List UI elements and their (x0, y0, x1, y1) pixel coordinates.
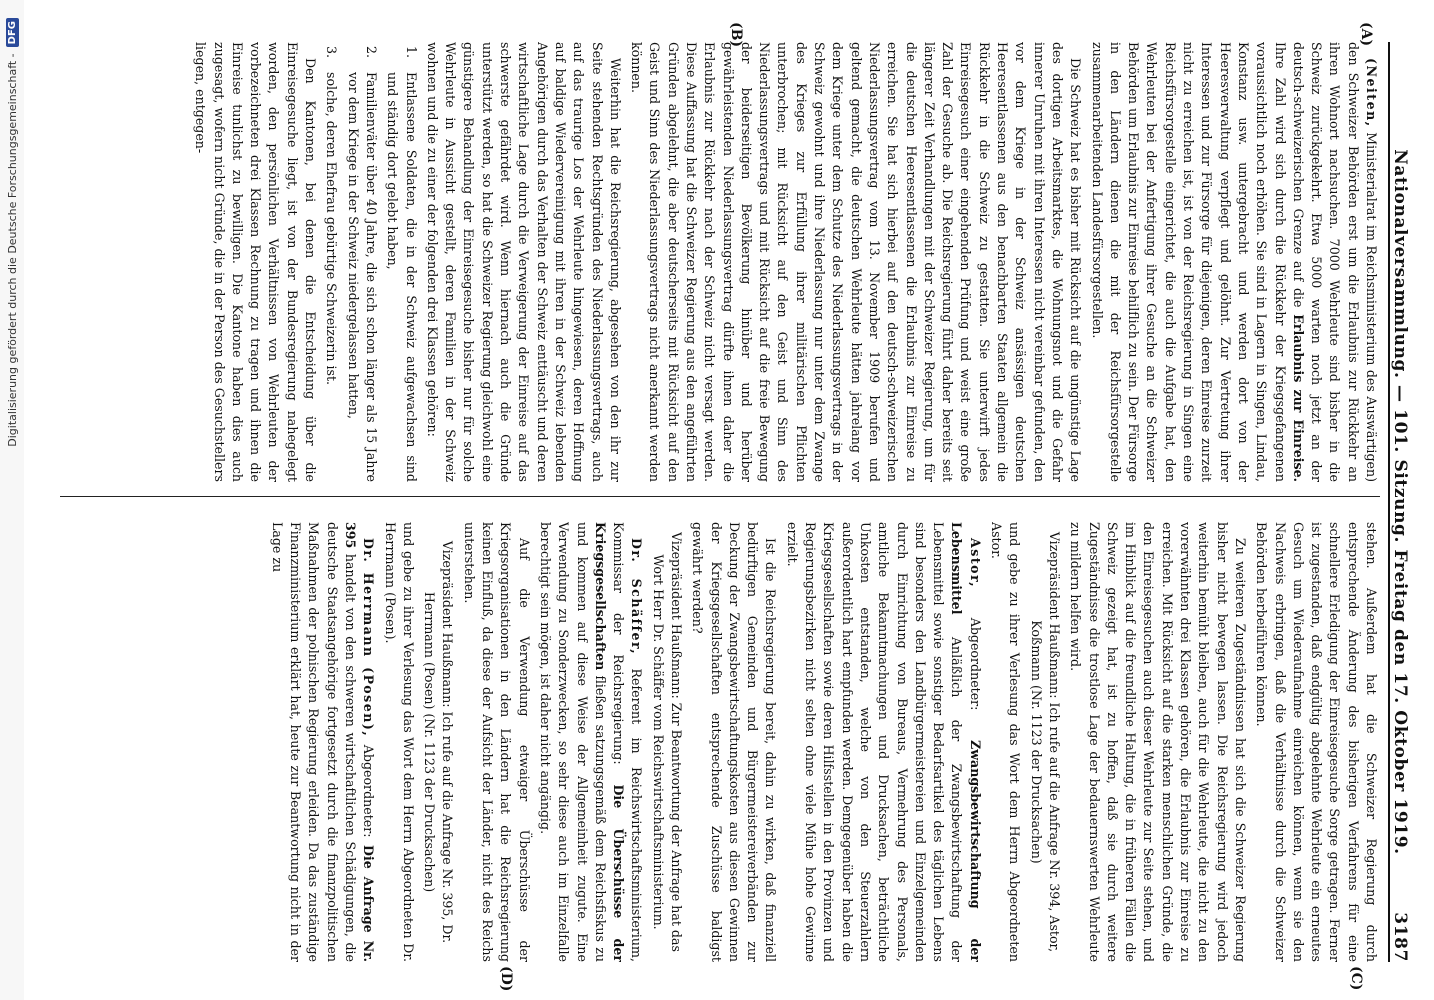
paragraph-text: fließen satzungsgemäß dem Reichsfiskus zu und kommen auf diese Weise der Allgemeinheit zugute. Eine Verwendung zu Sonderzwecken, so sehr diese auch im Einzelfalle berechtigt sein mögen, ist daher nicht angängig. (537, 522, 608, 962)
paragraph (783, 522, 984, 962)
emphasis-text: Die Anfrage Nr. 395 (342, 522, 377, 962)
left-column (50, 42, 1380, 482)
list-number: 3. (324, 46, 340, 59)
speaker-role: Abgeordneter: (967, 617, 983, 711)
document-page (34, 0, 1434, 1000)
speaker-name: (Neiten, (1364, 58, 1379, 128)
paragraph-text: Anläßlich der Zwangsbewirtschaftung der Lebensmittel sowie sonstiger Bedarfsartikel des täglichen Lebens sind besonders den Landbürgermeistereien und Einzelgemeinden durch Einrichtung von Bureaus, Vermehrung des Personals, amtliche Bekanntmachungen und Drucksachen, beträchtliche Unkosten entstanden, welche von den Steuerzahlern außerordentlich hart empfunden werden. Demgegenüber haben die Kriegsgesellschaften sowie deren Hilfsstellen in den Provinzen und Regierungsbezirken nicht selten ohne viele Mühe hohe Gewinne erzielt. (784, 522, 965, 962)
paragraph: Zu weiteren Zugeständnissen hat sich die Schweizer Regierung bisher nicht bewegen lassen. Die Reichsregierung wird jedoch weiterhin bemüht bleiben, auch für die Wehrleute, die nicht zu den vorerwähnten drei Klassen gehören, die Erlaubnis zur Einreise zu erreichen. Mit Rücksicht auf die starken menschlichen Gründe, die den Einreisegesuchen auch dieser Wehrleute zur Seite stehen, und im Hinblick auf die freundliche Haltung, die in früheren Fällen die Schweiz gezeigt hat, ist zu hoffen, daß sie durch weitere Zugeständnisse die trostlose Lage der bedauernswerten Wehrleute zu mildern helfen wird. (1068, 522, 1248, 962)
paragraph: Vizepräsident Haußmann: Ich rufe auf die Anfrage Nr. 394, Astor, Koßmann (Nr. 1123 der Drucksachen) (1028, 531, 1062, 953)
paragraph-text: handelt von den schweren wirtschaftlichen Schädigungen, die deutsche Staatsangehörige fortgesetzt durch die finanzpolitischen Maßnahmen der polnischen Regierung erleiden. Da das zuständige Finanzministerium erklärt hat, heute zur Beantwortung nicht in der Lage zu (269, 522, 358, 962)
emphasis-text: Erlaubnis zur Einreise. (1290, 314, 1306, 482)
paragraph: Die Schweiz hat es bisher mit Rücksicht auf die ungünstige Lage des dortigen Arbeitsmarktes, die Wohnungsnot und die Gefahr innerer Unruhen mit ihren Interessen nicht vereinbar gefunden, den vor dem Kriege in der Schweiz ansässigen deutschen Heeresentlassenen aus den benachbarten Staaten allgemein die Rückkehr in die Schweiz zu gestatten. Sie unterwirft jedes Einreisegesuch einer eingehenden Prüfung und weist eine große Zahl der Gesuche ab. Die Reichsregierung führt daher bereits seit längerer Zeit Verhandlungen mit der Schweizer Regierung, um für die deutschen Heeresentlassenen die Erlaubnis zur Einreise zu erreichen. Sie hat sich hierbei auf den deutsch-schweizerischen Niederlassungsvertrag vom 13. November 1909 berufen und geltend gemacht, die deutschen Wehrleute hätten jahrelang vor dem Kriege unter dem Schutze des Niederlassungsvertrags in der Schweiz gewohnt und ihre Niederlassung nur unter dem Zwange des Krieges zur Erfüllung ihrer militärischen Pflichten unterbrochen; mit Rücksicht auf den Geist und Sinn des Niederlassungsvertrags und mit Rücksicht auf die freie Bewegung der beiderseitigen Bevölkerung hinüber und herüber gewährleistenden Niederlassungsvertrag dürfte ihnen daher die Erlaubnis zur Rückkehr nach der Schweiz nicht versagt werden. Diese Auffassung hat die Schweizer Regierung aus den angeführten Gründen abgelehnt, die aber deutscherseits mit Rücksicht auf den Geist und Sinn des Niederlassungsvertrags nicht anerkannt werden können. (629, 42, 1084, 482)
paragraph: Vizepräsident Haußmann: Zur Beantwortung der Anfrage hat das Wort Herr Dr. Schäffer vom Reichswirtschaftsministerium. (650, 532, 685, 952)
speaker-name: Astor, (967, 538, 983, 589)
page-number: 3187 (1390, 912, 1410, 962)
margin-mark-b: (B) (728, 22, 744, 48)
paragraph: Den Kantonen, bei denen die Entscheidung über die Einreisegesuche liegt, ist von der Bundesregierung nahegelegt worden, den persönlichen Verhältnissen von Wehrleuten der vorbezeichneten drei Klassen Rechnung zu tragen und ihnen die Einreise tunlichst zu bewilligen. Die Kantone haben dies auch zugesagt, wofern nicht Gründe, die in der Person des Gesuchstellers liegen, entgegen- (193, 42, 319, 482)
digitization-credit: Digitalisierung gefördert durch die Deutsche Forschungsgemeinschaft - (5, 53, 19, 447)
list-text: solche, deren Ehefrau gebürtige Schweizerin ist. (324, 72, 340, 386)
paragraph: stehen. Außerdem hat die Schweizer Regierung durch entsprechende Änderung des bisherigen Verfahrens für eine schnellere Erledigung der Einreisegesuche Sorge getragen. Ferner ist zugestanden, daß endgültig abgelehnte Wehrleute ein erneutes Gesuch um Wiederaufnahme einreichen können, wenn sie den Nachweis erbringen, daß die Verhältnisse durch die Schweizer Behörden herbeiführen können. (1254, 522, 1379, 962)
paragraph: Weiterhin hat die Reichsregierung, abgesehen von den ihr zur Seite stehenden Rechtsgründen des Niederlassungsvertrags, auch auf das traurige Los der Wehrleute hingewiesen, deren Hoffnung auf baldige Wiedervereinigung mit ihren in der Schweiz lebenden Angehörigen durch das Verhalten der Schweiz enttäuscht und deren wirtschaftliche Lage durch die Verweigerung der Einreise auf das schwerste gefährdet wird. Wenn hiernach auch die Gründe unterstützt werden, so hat die Schweizer Regierung gleichwohl eine günstigere Behandlung der Einreisegesuche bisher nur für solche Wehrleute in Aussicht gestellt, deren Familien in der Schweiz wohnen und die zu einer der folgenden drei Klassen gehören: (424, 42, 623, 482)
paragraph: und gebe zu ihrer Verlesung das Wort dem Herrn Abgeordneten Astor. (989, 522, 1023, 962)
speaker-role: Abgeordneter: (361, 744, 377, 838)
paragraph: Ist die Reichsregierung bereit, dahin zu wirken, daß finanziell bedürftigen Gemeinden und Bürgermeistereiverbänden zur Deckung der Zwangsbewirtschaftungskosten aus diesen Gewinnen der Kriegsgesellschaften entsprechende Zuschüsse baldigst gewährt werden? (690, 522, 779, 962)
paragraph-text: Ihre Zahl wird sich durch die Rückkehr der Kriegsgefangenen voraussichtlich noch erhöhen. Sie sind in Lagern in Singen, Lindau, Konstanz usw. untergebracht und werden dort von der Heeresverwaltung verpflegt und gelöhnt. Zur Vertretung ihrer Interessen und zur Fürsorge für diejenigen, deren Einreise zurzeit nicht zu erreichen ist, ist von der Reichsregierung in Singen eine Reichsfürsorgestelle eingerichtet, die auch die Aufgabe hat, den Wehrleuten bei der Anfertigung ihrer Gesuche an die Schweizer Behörden um Erlaubnis zur Einreise behilflich zu sein. Der Fürsorge in den Ländern dienen die mit der Reichsfürsorgestelle zusammenarbeitenden Landesfürsorgestellen. (1089, 42, 1288, 482)
digitization-side-note (0, 0, 24, 1000)
emphasis-text: Zwangsbewirtschaftung der Lebensmittel (949, 522, 983, 962)
right-column (50, 522, 1380, 962)
margin-mark-c: (C) (1348, 966, 1364, 991)
paragraph: Auf die Verwendung etwaiger Überschüsse der Kriegsorganisationen in den Ländern hat die Reichsregierung keinen Einfluß, da diese der Aufsicht der Länder, nicht des Reichs unterstehen. (461, 522, 532, 962)
speaker-role: Referent im Reichswirtschaftsministerium, Kommissar der Reichsregierung: (611, 522, 645, 962)
list-text: Entlassene Soldaten, die in der Schweiz aufgewachsen sind und ständig dort gelebt haben, (385, 72, 419, 482)
page-header (1388, 42, 1426, 962)
paragraph (1087, 42, 1380, 482)
paragraph-text: den Schweizer Behörden erst um die Erlaubnis zur Rückkehr an ihren Wohnort nachsuchen. 7000 Wehrleute sind bisher in die Schweiz zurückgekehrt. Etwa 5000 warten noch jetzt an der deutsch-schweizerischen Grenze auf die (1290, 42, 1361, 482)
paragraph: und gebe zu ihrer Verlesung das Wort dem Herrn Abgeordneten Dr. Herrmann (Posen). (382, 522, 416, 962)
list-item (383, 42, 420, 482)
dfg-logo: DFG (6, 18, 19, 47)
column-divider (60, 496, 1380, 497)
speaker-name: Dr. Herrmann (Posen), (361, 538, 377, 738)
list-number: 2. (363, 46, 379, 59)
list-item (322, 42, 340, 482)
header-title: Nationalversammlung. — 101. Sitzung. Freitag den 17. Oktober 1919. (1390, 149, 1410, 855)
list-item (343, 42, 380, 482)
paragraph: Vizepräsident Haußmann: Ich rufe auf die Anfrage Nr. 395, Dr. Herrmann (Posen) (Nr. 1123 der Drucksachen) (422, 540, 456, 944)
list-text: Familienväter über 40 Jahre, die sich schon länger als 15 Jahre vor dem Kriege in der Schweiz niedergelassen hatten, (345, 72, 379, 482)
margin-mark-d: (D) (498, 966, 514, 992)
paragraph (536, 522, 646, 962)
margin-mark-a: (A) (1358, 22, 1374, 47)
emphasis-text: Die Überschüsse der Kriegsgesellschaften (592, 522, 627, 962)
paragraph (267, 522, 377, 962)
speaker-role: Ministerialrat im Reichsministerium des Auswärtigen) (1364, 132, 1379, 482)
speaker-name: Dr. Schäffer, (629, 538, 645, 656)
list-number: 1. (403, 46, 419, 59)
